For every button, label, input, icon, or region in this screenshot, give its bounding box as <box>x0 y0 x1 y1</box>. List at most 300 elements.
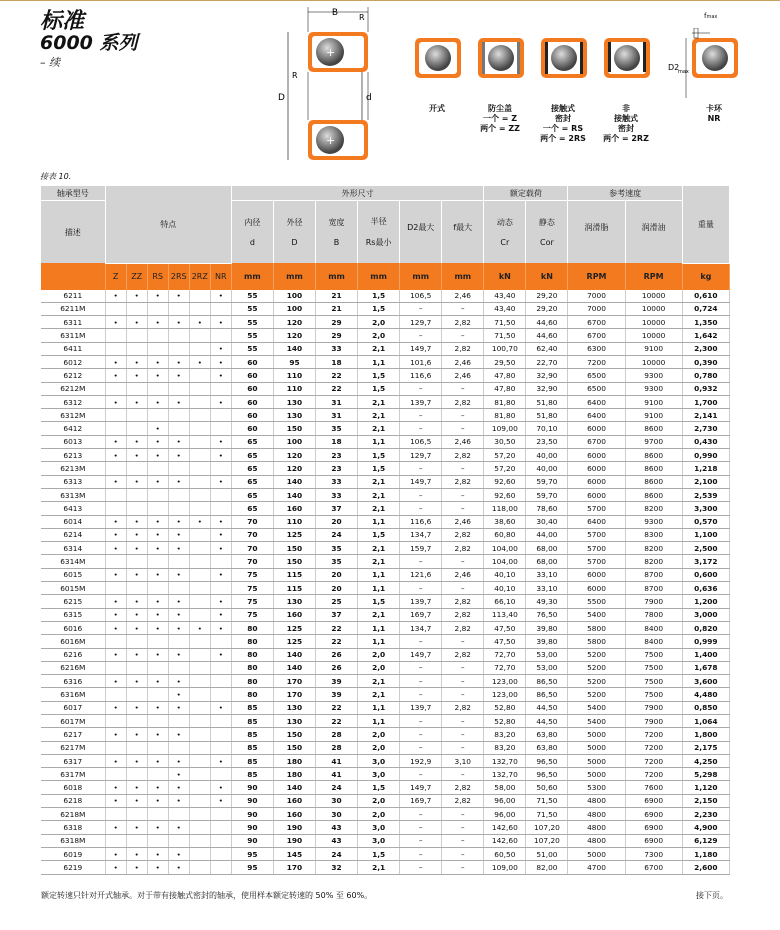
table-row <box>41 369 730 382</box>
value-cell: 1,064 <box>682 715 729 728</box>
feature-cell <box>189 329 210 342</box>
value-cell: – <box>400 821 442 834</box>
feature-cell: • <box>210 648 231 661</box>
feature-cell: • <box>147 781 168 794</box>
value-cell: 25 <box>316 595 358 608</box>
value-cell: 57,20 <box>484 449 526 462</box>
value-cell: 8600 <box>625 462 682 475</box>
value-cell: – <box>442 675 484 688</box>
value-cell: 31 <box>316 395 358 408</box>
value-cell: 0,570 <box>682 515 729 528</box>
feature-cell: • <box>105 369 126 382</box>
feature-cell <box>168 555 189 568</box>
value-cell: 8600 <box>625 449 682 462</box>
value-cell: 125 <box>273 635 315 648</box>
model-cell: 6315 <box>41 608 105 621</box>
model-cell: 6212M <box>41 382 105 395</box>
value-cell: 120 <box>273 462 315 475</box>
value-cell: 29 <box>316 316 358 329</box>
feature-cell <box>126 635 147 648</box>
value-cell: 149,7 <box>400 781 442 794</box>
value-cell: 3,000 <box>682 608 729 621</box>
value-cell: 8600 <box>625 422 682 435</box>
feature-cell: • <box>168 621 189 634</box>
model-cell: 6211M <box>41 302 105 315</box>
value-cell: 4700 <box>568 861 625 874</box>
model-cell: 6313M <box>41 488 105 501</box>
feature-cell: • <box>147 861 168 874</box>
model-cell: 6412 <box>41 422 105 435</box>
value-cell: 1,5 <box>358 462 400 475</box>
value-cell: – <box>442 661 484 674</box>
table-row <box>41 395 730 408</box>
feature-cell <box>147 688 168 701</box>
value-cell: 7500 <box>625 661 682 674</box>
value-cell: 83,20 <box>484 741 526 754</box>
model-cell: 6311M <box>41 329 105 342</box>
value-cell: 7500 <box>625 688 682 701</box>
model-cell: 6016M <box>41 635 105 648</box>
model-cell: 6314M <box>41 555 105 568</box>
feature-cell <box>189 808 210 821</box>
feature-cell <box>168 409 189 422</box>
value-cell: 6400 <box>568 395 625 408</box>
header-load-rating: 额定载荷 <box>484 186 568 201</box>
feature-cell: • <box>168 435 189 448</box>
value-cell: 70 <box>231 555 273 568</box>
subheader-2: 宽度 B <box>316 201 358 264</box>
value-cell: 71,50 <box>526 808 568 821</box>
feature-cell: • <box>126 395 147 408</box>
feature-cell: • <box>147 675 168 688</box>
value-cell: 43,40 <box>484 302 526 315</box>
value-cell: 2,730 <box>682 422 729 435</box>
value-cell: 49,30 <box>526 595 568 608</box>
feature-cell <box>147 302 168 315</box>
feature-cell <box>126 488 147 501</box>
value-cell: 55 <box>231 329 273 342</box>
value-cell: 123,00 <box>484 688 526 701</box>
value-cell: 113,40 <box>484 608 526 621</box>
value-cell: 5700 <box>568 542 625 555</box>
feature-cell <box>126 502 147 515</box>
feature-cell <box>126 382 147 395</box>
value-cell: 6500 <box>568 382 625 395</box>
value-cell: 130 <box>273 395 315 408</box>
feature-cell <box>189 661 210 674</box>
value-cell: 80 <box>231 675 273 688</box>
value-cell: 2,82 <box>442 395 484 408</box>
feature-cell <box>105 555 126 568</box>
value-cell: 6400 <box>568 409 625 422</box>
value-cell: 1,1 <box>358 435 400 448</box>
value-cell: 51,80 <box>526 395 568 408</box>
feature-cell <box>210 728 231 741</box>
value-cell: 7600 <box>625 781 682 794</box>
feature-cell <box>210 409 231 422</box>
value-cell: – <box>400 688 442 701</box>
value-cell: 150 <box>273 542 315 555</box>
value-cell: 7000 <box>568 290 625 303</box>
value-cell: 60,80 <box>484 528 526 541</box>
feature-cell <box>126 582 147 595</box>
value-cell: 75 <box>231 595 273 608</box>
value-cell: – <box>400 741 442 754</box>
unit-cell: kN <box>484 263 526 290</box>
feature-cell: • <box>126 621 147 634</box>
value-cell: 10000 <box>625 302 682 315</box>
table-row <box>41 715 730 728</box>
feature-cell: • <box>210 316 231 329</box>
value-cell: 4,480 <box>682 688 729 701</box>
feature-cell <box>126 661 147 674</box>
value-cell: 5400 <box>568 701 625 714</box>
value-cell: 142,60 <box>484 834 526 847</box>
unit-cell: mm <box>400 263 442 290</box>
value-cell: 55 <box>231 342 273 355</box>
feature-cell: • <box>126 515 147 528</box>
value-cell: 130 <box>273 409 315 422</box>
value-cell: – <box>400 502 442 515</box>
value-cell: 70 <box>231 542 273 555</box>
value-cell: 85 <box>231 715 273 728</box>
feature-cell: • <box>126 861 147 874</box>
value-cell: 4800 <box>568 808 625 821</box>
feature-cell: • <box>105 568 126 581</box>
value-cell: 4,900 <box>682 821 729 834</box>
value-cell: – <box>442 488 484 501</box>
value-cell: 24 <box>316 528 358 541</box>
value-cell: 1,100 <box>682 528 729 541</box>
feature-cell: • <box>126 355 147 368</box>
feature-cell <box>105 688 126 701</box>
variant-shield-icon <box>478 38 524 78</box>
table-row <box>41 302 730 315</box>
value-cell: 6900 <box>625 834 682 847</box>
feature-cell: • <box>126 568 147 581</box>
value-cell: 43 <box>316 821 358 834</box>
feature-cell: • <box>105 449 126 462</box>
value-cell: 95 <box>231 861 273 874</box>
value-cell: 2,0 <box>358 648 400 661</box>
feature-cell: • <box>210 542 231 555</box>
feature-cell <box>210 741 231 754</box>
value-cell: 2,46 <box>442 568 484 581</box>
feature-cell <box>210 861 231 874</box>
unit-cell: NR <box>210 263 231 290</box>
feature-cell <box>189 834 210 847</box>
value-cell: 1,5 <box>358 847 400 860</box>
value-cell: 2,1 <box>358 502 400 515</box>
feature-cell <box>189 794 210 807</box>
feature-cell <box>210 834 231 847</box>
value-cell: 44,50 <box>526 715 568 728</box>
value-cell: 116,6 <box>400 515 442 528</box>
feature-cell <box>189 608 210 621</box>
model-cell: 6318 <box>41 821 105 834</box>
feature-cell: • <box>210 355 231 368</box>
table-row <box>41 701 730 714</box>
value-cell: 32 <box>316 861 358 874</box>
feature-cell <box>189 648 210 661</box>
value-cell: 65 <box>231 475 273 488</box>
value-cell: 140 <box>273 342 315 355</box>
variant-open-label: 开式 <box>429 104 445 113</box>
feature-cell: • <box>147 515 168 528</box>
feature-cell <box>147 661 168 674</box>
value-cell: 123,00 <box>484 675 526 688</box>
table-row <box>41 728 730 741</box>
value-cell: 6700 <box>568 435 625 448</box>
value-cell: 8600 <box>625 475 682 488</box>
model-cell: 6314 <box>41 542 105 555</box>
value-cell: 5500 <box>568 595 625 608</box>
value-cell: 134,7 <box>400 528 442 541</box>
value-cell: 6000 <box>568 462 625 475</box>
value-cell: 35 <box>316 542 358 555</box>
table-row <box>41 422 730 435</box>
value-cell: 33 <box>316 488 358 501</box>
value-cell: 23 <box>316 449 358 462</box>
feature-cell <box>189 675 210 688</box>
model-cell: 6316M <box>41 688 105 701</box>
value-cell: 28 <box>316 728 358 741</box>
value-cell: 86,50 <box>526 688 568 701</box>
value-cell: 60 <box>231 382 273 395</box>
value-cell: 18 <box>316 435 358 448</box>
value-cell: 110 <box>273 369 315 382</box>
value-cell: 169,7 <box>400 608 442 621</box>
variant-snap-ring-icon <box>686 28 738 98</box>
feature-cell <box>189 488 210 501</box>
value-cell: 7200 <box>625 728 682 741</box>
value-cell: 41 <box>316 754 358 767</box>
value-cell: 40,00 <box>526 449 568 462</box>
table-row <box>41 741 730 754</box>
feature-cell: • <box>147 355 168 368</box>
value-cell: 37 <box>316 608 358 621</box>
value-cell: 35 <box>316 422 358 435</box>
feature-cell <box>147 582 168 595</box>
subheader-8: 润滑脂 <box>568 201 625 264</box>
feature-cell: • <box>105 781 126 794</box>
feature-cell <box>189 754 210 767</box>
value-cell: 0,610 <box>682 290 729 303</box>
feature-cell <box>168 488 189 501</box>
feature-cell: • <box>105 475 126 488</box>
value-cell: 58,00 <box>484 781 526 794</box>
value-cell: 1,642 <box>682 329 729 342</box>
feature-cell <box>105 661 126 674</box>
value-cell: – <box>442 728 484 741</box>
feature-cell: • <box>126 435 147 448</box>
value-cell: 5400 <box>568 608 625 621</box>
value-cell: – <box>400 329 442 342</box>
feature-cell <box>168 635 189 648</box>
feature-cell: • <box>168 568 189 581</box>
value-cell: 80 <box>231 635 273 648</box>
value-cell: – <box>400 302 442 315</box>
value-cell: 120 <box>273 449 315 462</box>
feature-cell <box>168 582 189 595</box>
value-cell: 140 <box>273 781 315 794</box>
model-cell: 6219 <box>41 861 105 874</box>
feature-cell: • <box>210 290 231 303</box>
value-cell: 3,300 <box>682 502 729 515</box>
value-cell: 100,70 <box>484 342 526 355</box>
value-cell: 51,00 <box>526 847 568 860</box>
value-cell: 55 <box>231 290 273 303</box>
value-cell: 60 <box>231 422 273 435</box>
feature-cell: • <box>147 395 168 408</box>
feature-cell: • <box>168 847 189 860</box>
value-cell: 7000 <box>568 302 625 315</box>
value-cell: 23 <box>316 462 358 475</box>
value-cell: 2,46 <box>442 355 484 368</box>
feature-cell <box>210 488 231 501</box>
feature-cell <box>126 422 147 435</box>
value-cell: 9100 <box>625 395 682 408</box>
value-cell: 5800 <box>568 621 625 634</box>
feature-cell <box>189 847 210 860</box>
value-cell: 2,1 <box>358 675 400 688</box>
variant-noncontact-seal-label: 非 接触式 密封 两个 = 2RZ <box>603 104 649 143</box>
value-cell: 40,00 <box>526 462 568 475</box>
table-row <box>41 635 730 648</box>
model-cell: 6318M <box>41 834 105 847</box>
value-cell: 104,00 <box>484 555 526 568</box>
feature-cell <box>210 582 231 595</box>
feature-cell <box>168 329 189 342</box>
top-rule <box>0 0 780 1</box>
value-cell: 2,0 <box>358 808 400 821</box>
value-cell: 2,1 <box>358 861 400 874</box>
value-cell: 39,80 <box>526 635 568 648</box>
value-cell: 41 <box>316 768 358 781</box>
value-cell: 2,1 <box>358 488 400 501</box>
value-cell: 22 <box>316 382 358 395</box>
value-cell: 83,20 <box>484 728 526 741</box>
value-cell: 3,0 <box>358 821 400 834</box>
value-cell: 92,60 <box>484 488 526 501</box>
value-cell: – <box>400 422 442 435</box>
table-row <box>41 781 730 794</box>
variant-shield-label: 防尘盖 一个 = Z 两个 = ZZ <box>480 104 520 133</box>
value-cell: – <box>400 728 442 741</box>
value-cell: – <box>442 861 484 874</box>
value-cell: 60,50 <box>484 847 526 860</box>
value-cell: – <box>442 834 484 847</box>
feature-cell: • <box>126 475 147 488</box>
value-cell: 75 <box>231 608 273 621</box>
value-cell: 95 <box>273 355 315 368</box>
feature-cell <box>189 462 210 475</box>
model-cell: 6211 <box>41 290 105 303</box>
value-cell: 118,00 <box>484 502 526 515</box>
feature-cell <box>105 422 126 435</box>
subheader-5: f最大 <box>442 201 484 264</box>
model-cell: 6213 <box>41 449 105 462</box>
value-cell: 1,5 <box>358 290 400 303</box>
value-cell: 2,46 <box>442 290 484 303</box>
feature-cell <box>210 808 231 821</box>
feature-cell: • <box>105 701 126 714</box>
value-cell: 6900 <box>625 794 682 807</box>
feature-cell: • <box>210 595 231 608</box>
value-cell: 78,60 <box>526 502 568 515</box>
value-cell: 85 <box>231 741 273 754</box>
value-cell: 2,82 <box>442 475 484 488</box>
feature-cell: • <box>189 515 210 528</box>
feature-cell: • <box>105 754 126 767</box>
unit-cell: mm <box>442 263 484 290</box>
value-cell: 5000 <box>568 847 625 860</box>
value-cell: 1,200 <box>682 595 729 608</box>
value-cell: 170 <box>273 675 315 688</box>
value-cell: 2,82 <box>442 342 484 355</box>
value-cell: 81,80 <box>484 409 526 422</box>
feature-cell: • <box>147 290 168 303</box>
feature-cell <box>189 821 210 834</box>
feature-cell: • <box>105 435 126 448</box>
feature-cell: • <box>168 781 189 794</box>
feature-cell: • <box>147 621 168 634</box>
table-row <box>41 768 730 781</box>
feature-cell: • <box>147 369 168 382</box>
value-cell: 130 <box>273 701 315 714</box>
feature-cell: • <box>126 728 147 741</box>
feature-cell: • <box>126 608 147 621</box>
value-cell: 1,1 <box>358 582 400 595</box>
feature-cell: • <box>210 528 231 541</box>
value-cell: 1,1 <box>358 621 400 634</box>
value-cell: 0,430 <box>682 435 729 448</box>
value-cell: 39,80 <box>526 621 568 634</box>
value-cell: 95 <box>231 847 273 860</box>
feature-cell: • <box>189 621 210 634</box>
feature-cell: • <box>105 290 126 303</box>
value-cell: 140 <box>273 661 315 674</box>
feature-cell <box>189 715 210 728</box>
value-cell: 1,400 <box>682 648 729 661</box>
unit-cell: RS <box>147 263 168 290</box>
value-cell: – <box>400 661 442 674</box>
feature-cell <box>189 302 210 315</box>
value-cell: 149,7 <box>400 648 442 661</box>
value-cell: 68,00 <box>526 555 568 568</box>
value-cell: 180 <box>273 754 315 767</box>
value-cell: 109,00 <box>484 861 526 874</box>
feature-cell: • <box>210 794 231 807</box>
value-cell: 2,1 <box>358 688 400 701</box>
value-cell: 3,10 <box>442 754 484 767</box>
value-cell: 150 <box>273 555 315 568</box>
value-cell: 1,1 <box>358 568 400 581</box>
feature-cell <box>105 462 126 475</box>
feature-cell <box>126 808 147 821</box>
value-cell: 129,7 <box>400 449 442 462</box>
value-cell: 2,82 <box>442 701 484 714</box>
value-cell: 5400 <box>568 715 625 728</box>
value-cell: 85 <box>231 754 273 767</box>
table-row <box>41 595 730 608</box>
value-cell: 120 <box>273 316 315 329</box>
feature-cell: • <box>105 355 126 368</box>
table-row <box>41 821 730 834</box>
unit-cell: Z <box>105 263 126 290</box>
value-cell: 29,20 <box>526 290 568 303</box>
value-cell: 140 <box>273 648 315 661</box>
